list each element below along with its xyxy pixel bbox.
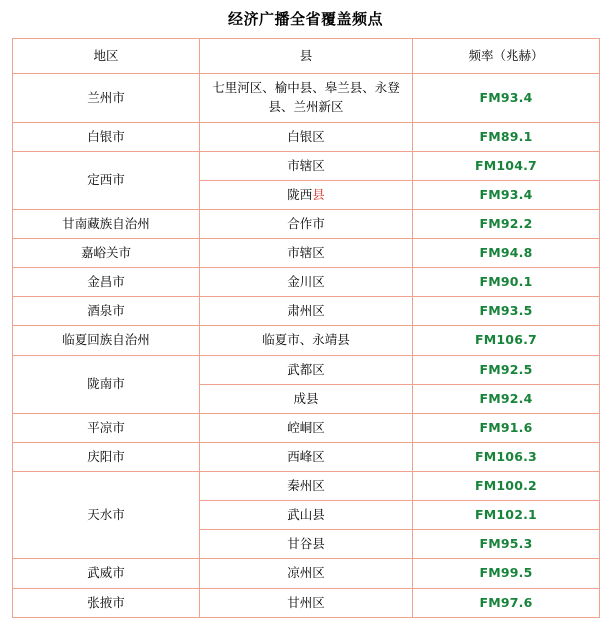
cell-county: 临夏市、永靖县 bbox=[200, 326, 413, 355]
cell-county: 秦州区 bbox=[200, 472, 413, 501]
cell-frequency: FM95.3 bbox=[413, 530, 600, 559]
column-header-county: 县 bbox=[200, 39, 413, 74]
table-row bbox=[13, 239, 600, 268]
cell-region: 白银市 bbox=[13, 122, 200, 151]
table-row bbox=[13, 122, 600, 151]
table-row bbox=[13, 355, 600, 384]
table-row bbox=[13, 413, 600, 442]
cell-county: 甘谷县 bbox=[200, 530, 413, 559]
cell-region: 平凉市 bbox=[13, 413, 200, 442]
cell-region: 庆阳市 bbox=[13, 442, 200, 471]
cell-county: 成县 bbox=[200, 384, 413, 413]
cell-frequency: FM93.4 bbox=[413, 180, 600, 209]
cell-region: 定西市 bbox=[13, 151, 200, 209]
cell-frequency: FM92.2 bbox=[413, 209, 600, 238]
cell-region: 陇南市 bbox=[13, 355, 200, 413]
cell-county: 武都区 bbox=[200, 355, 413, 384]
cell-county: 七里河区、榆中县、皋兰县、永登县、兰州新区 bbox=[200, 74, 413, 123]
cell-county: 西峰区 bbox=[200, 442, 413, 471]
cell-frequency: FM89.1 bbox=[413, 122, 600, 151]
cell-county: 甘州区 bbox=[200, 588, 413, 617]
cell-county: 金川区 bbox=[200, 268, 413, 297]
cell-region: 天水市 bbox=[13, 472, 200, 559]
cell-frequency: FM100.2 bbox=[413, 472, 600, 501]
cell-frequency: FM93.5 bbox=[413, 297, 600, 326]
table-row bbox=[13, 588, 600, 617]
column-header-frequency: 频率（兆赫） bbox=[413, 39, 600, 74]
cell-region: 武威市 bbox=[13, 559, 200, 588]
table-row bbox=[13, 209, 600, 238]
column-header-region: 地区 bbox=[13, 39, 200, 74]
cell-region: 临夏回族自治州 bbox=[13, 326, 200, 355]
cell-county: 肃州区 bbox=[200, 297, 413, 326]
county-highlight: 县 bbox=[312, 186, 325, 202]
cell-region: 酒泉市 bbox=[13, 297, 200, 326]
cell-frequency: FM104.7 bbox=[413, 151, 600, 180]
cell-county: 武山县 bbox=[200, 501, 413, 530]
cell-frequency: FM91.6 bbox=[413, 413, 600, 442]
cell-region: 嘉峪关市 bbox=[13, 239, 200, 268]
cell-frequency: FM106.3 bbox=[413, 442, 600, 471]
table-body bbox=[13, 74, 600, 618]
cell-region: 张掖市 bbox=[13, 588, 200, 617]
cell-frequency: FM93.4 bbox=[413, 74, 600, 123]
table-row bbox=[13, 442, 600, 471]
cell-region: 甘南藏族自治州 bbox=[13, 209, 200, 238]
cell-county: 合作市 bbox=[200, 209, 413, 238]
cell-county: 陇西县 bbox=[200, 180, 413, 209]
table-row bbox=[13, 326, 600, 355]
table-row bbox=[13, 268, 600, 297]
cell-county: 市辖区 bbox=[200, 239, 413, 268]
table-row bbox=[13, 472, 600, 501]
table-header-row bbox=[13, 39, 600, 74]
cell-frequency: FM90.1 bbox=[413, 268, 600, 297]
cell-frequency: FM102.1 bbox=[413, 501, 600, 530]
cell-county: 市辖区 bbox=[200, 151, 413, 180]
cell-region: 兰州市 bbox=[13, 74, 200, 123]
page-title: 经济广播全省覆盖频点 bbox=[227, 10, 383, 28]
cell-frequency: FM99.5 bbox=[413, 559, 600, 588]
table-row bbox=[13, 559, 600, 588]
cell-region: 金昌市 bbox=[13, 268, 200, 297]
cell-frequency: FM92.5 bbox=[413, 355, 600, 384]
table-row bbox=[13, 151, 600, 180]
table-head bbox=[13, 39, 600, 74]
cell-frequency: FM94.8 bbox=[413, 239, 600, 268]
table-row bbox=[13, 74, 600, 123]
cell-frequency: FM106.7 bbox=[413, 326, 600, 355]
table-container bbox=[0, 38, 611, 618]
cell-frequency: FM97.6 bbox=[413, 588, 600, 617]
cell-frequency: FM92.4 bbox=[413, 384, 600, 413]
table-row bbox=[13, 297, 600, 326]
cell-county: 崆峒区 bbox=[200, 413, 413, 442]
cell-county: 凉州区 bbox=[200, 559, 413, 588]
coverage-frequency-table bbox=[12, 38, 600, 618]
cell-county: 白银区 bbox=[200, 122, 413, 151]
